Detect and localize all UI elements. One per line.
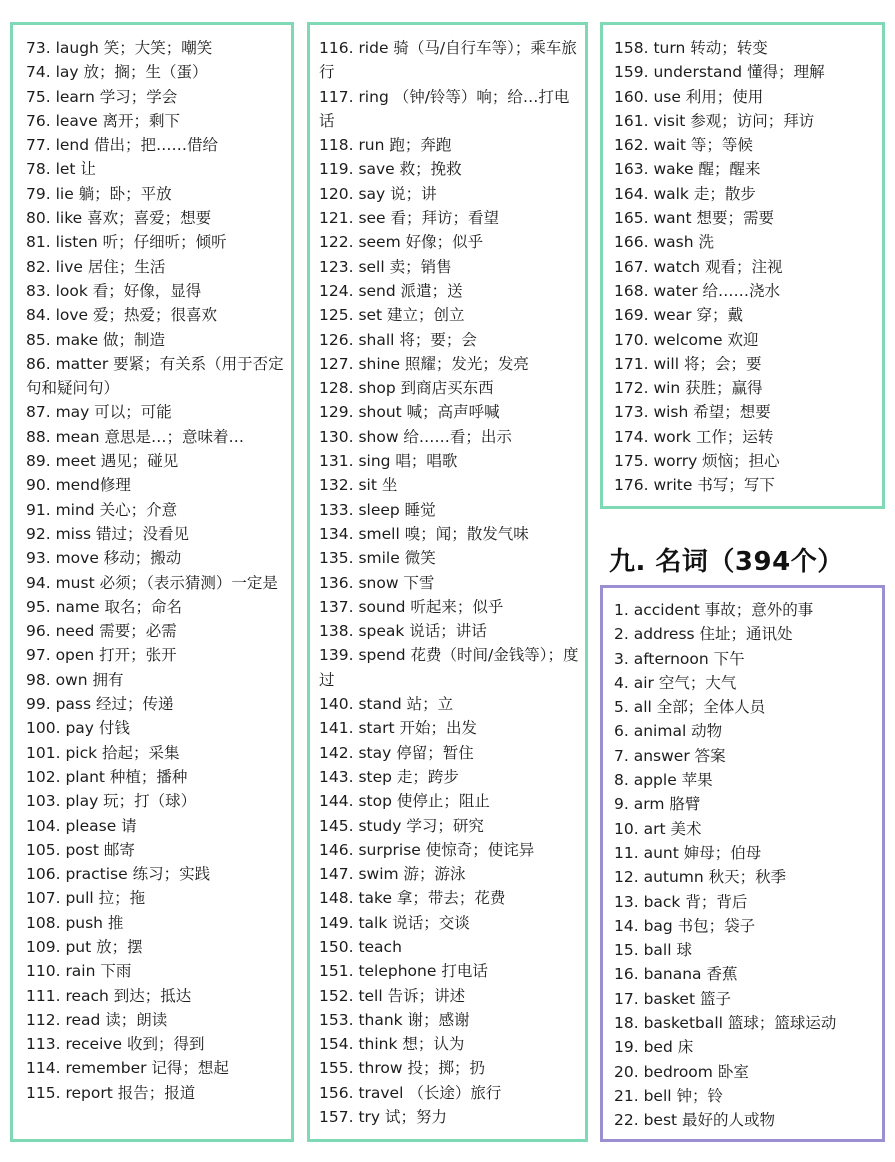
list-item: 126. shall 将；要；会 xyxy=(319,330,477,349)
list-item: 136. snow 下雪 xyxy=(319,573,435,592)
list-item: 107. pull 拉；拖 xyxy=(26,889,146,908)
verb-list-1 xyxy=(26,36,291,1105)
list-item: 140. stand 站；立 xyxy=(319,695,454,714)
list-item: 131. sing 唱；唱歌 xyxy=(319,452,458,471)
list-item: 18. basketball 篮球；篮球运动 xyxy=(614,1014,837,1033)
list-item: 119. save 救；挽救 xyxy=(319,160,462,179)
list-item: 103. play 玩；打（球） xyxy=(26,792,197,811)
verb-list-2 xyxy=(319,36,581,1129)
list-item: 77. lend 借出；把……借给 xyxy=(26,136,219,155)
list-item: 128. shop 到商店买东西 xyxy=(319,379,494,398)
list-item: 89. meet 遇见；碰见 xyxy=(26,452,179,471)
list-item: 1. accident 事故；意外的事 xyxy=(614,601,814,619)
list-item: 125. set 建立；创立 xyxy=(319,306,465,325)
list-item: 151. telephone 打电话 xyxy=(319,962,488,981)
list-item: 105. post 邮寄 xyxy=(26,840,135,859)
list-item: 169. wear 穿；戴 xyxy=(614,306,743,325)
list-item: 124. send 派遣；送 xyxy=(319,281,463,300)
list-item: 86. matter 要紧；有关系（用于否定句和疑问句） xyxy=(26,354,284,398)
list-item: 87. may 可以；可能 xyxy=(26,403,172,422)
list-item: 7. answer 答案 xyxy=(614,746,726,765)
list-item: 150. teach xyxy=(319,937,402,956)
list-item: 90. mend修理 xyxy=(26,476,131,495)
list-item: 101. pick 拾起；采集 xyxy=(26,743,180,762)
list-item: 4. air 空气；大气 xyxy=(614,673,737,692)
list-item: 79. lie 躺；卧；平放 xyxy=(26,184,172,203)
list-item: 115. report 报告；报道 xyxy=(26,1083,196,1102)
list-item: 142. stay 停留；暂住 xyxy=(319,743,474,762)
list-item: 102. plant 种植；播种 xyxy=(26,767,188,786)
list-item: 98. own 拥有 xyxy=(26,670,124,689)
list-item: 73. laugh 笑；大笑；嘲笑 xyxy=(26,39,213,57)
list-item: 21. bell 钟；铃 xyxy=(614,1086,723,1105)
list-item: 3. afternoon 下午 xyxy=(614,649,745,668)
list-item: 149. talk 说话；交谈 xyxy=(319,913,470,932)
list-item: 159. understand 懂得；理解 xyxy=(614,63,825,82)
list-item: 16. banana 香蕉 xyxy=(614,965,738,984)
list-item: 12. autumn 秋天；秋季 xyxy=(614,868,787,887)
list-item: 135. smile 微笑 xyxy=(319,549,436,568)
list-item: 15. ball 球 xyxy=(614,941,692,960)
list-item: 174. work 工作；运转 xyxy=(614,427,774,446)
list-item: 146. surprise 使惊奇；使诧异 xyxy=(319,840,535,859)
list-item: 76. leave 离开；剩下 xyxy=(26,111,181,130)
verb-list-box-3 xyxy=(600,22,885,509)
list-item: 6. animal 动物 xyxy=(614,722,723,741)
list-item: 121. see 看；拜访；看望 xyxy=(319,209,500,228)
list-item: 112. read 读；朗读 xyxy=(26,1010,168,1029)
list-item: 81. listen 听；仔细听；倾听 xyxy=(26,233,227,252)
list-item: 134. smell 嗅；闻；散发气味 xyxy=(319,524,529,543)
list-item: 111. reach 到达；抵达 xyxy=(26,986,192,1005)
list-item: 116. ride 骑（马/自行车等）；乘车旅行 xyxy=(319,39,577,82)
list-item: 19. bed 床 xyxy=(614,1038,694,1057)
list-item: 75. learn 学习；学会 xyxy=(26,87,178,106)
list-item: 129. shout 喊；高声呼喊 xyxy=(319,403,500,422)
list-item: 153. thank 谢；感谢 xyxy=(319,1010,470,1029)
list-item: 78. let 让 xyxy=(26,160,96,179)
list-item: 17. basket 篮子 xyxy=(614,989,731,1008)
list-item: 95. name 取名；命名 xyxy=(26,597,182,616)
list-item: 175. worry 烦恼；担心 xyxy=(614,452,780,471)
list-item: 133. sleep 睡觉 xyxy=(319,500,436,519)
list-item: 106. practise 练习；实践 xyxy=(26,865,211,884)
verb-list-box-2 xyxy=(307,22,588,1142)
list-item: 161. visit 参观；访问；拜访 xyxy=(614,111,815,130)
list-item: 143. step 走；跨步 xyxy=(319,767,459,786)
list-item: 164. walk 走；散步 xyxy=(614,184,756,203)
list-item: 92. miss 错过；没看见 xyxy=(26,524,190,543)
list-item: 120. say 说；讲 xyxy=(319,184,437,203)
list-item: 108. push 推 xyxy=(26,913,124,932)
list-item: 139. spend 花费（时间/金钱等）；度过 xyxy=(319,646,579,689)
list-item: 20. bedroom 卧室 xyxy=(614,1062,749,1081)
list-item: 172. win 获胜；赢得 xyxy=(614,379,763,398)
list-item: 154. think 想；认为 xyxy=(319,1035,465,1054)
list-item: 123. sell 卖；销售 xyxy=(319,257,452,276)
list-item: 109. put 放；摆 xyxy=(26,937,143,956)
verb-list-3 xyxy=(614,36,882,498)
list-item: 141. start 开始；出发 xyxy=(319,719,477,738)
list-item: 138. speak 说话；讲话 xyxy=(319,622,487,641)
list-item: 173. wish 希望；想要 xyxy=(614,403,771,422)
list-item: 88. mean 意思是…；意味着… xyxy=(26,427,244,446)
list-item: 162. wait 等；等候 xyxy=(614,136,753,155)
list-item: 132. sit 坐 xyxy=(319,476,398,495)
list-item: 8. apple 苹果 xyxy=(614,771,713,790)
list-item: 22. best 最好的人或物 xyxy=(614,1111,776,1130)
list-item: 165. want 想要；需要 xyxy=(614,209,774,228)
list-item: 82. live 居住；生活 xyxy=(26,257,166,276)
list-item: 147. swim 游；游泳 xyxy=(319,865,466,884)
verb-list-box-1 xyxy=(10,22,294,1142)
list-item: 74. lay 放；搁；生（蛋） xyxy=(26,63,208,82)
list-item: 100. pay 付钱 xyxy=(26,719,130,738)
list-item: 9. arm 胳臂 xyxy=(614,795,701,814)
list-item: 118. run 跑；奔跑 xyxy=(319,136,452,155)
list-item: 80. like 喜欢；喜爱；想要 xyxy=(26,209,212,228)
list-item: 10. art 美术 xyxy=(614,819,702,838)
list-item: 166. wash 洗 xyxy=(614,233,714,252)
list-item: 160. use 利用；使用 xyxy=(614,87,764,106)
list-item: 84. love 爱；热爱；很喜欢 xyxy=(26,306,218,325)
list-item: 14. bag 书包；袋子 xyxy=(614,916,756,935)
list-item: 5. all 全部；全体人员 xyxy=(614,698,766,717)
list-item: 144. stop 使停止；阻止 xyxy=(319,792,490,811)
list-item: 130. show 给……看；出示 xyxy=(319,427,512,446)
list-item: 170. welcome 欢迎 xyxy=(614,330,759,349)
list-item: 171. will 将；会；要 xyxy=(614,354,762,373)
list-item: 158. turn 转动；转变 xyxy=(614,39,768,57)
list-item: 2. address 住址；通讯处 xyxy=(614,625,793,644)
list-item: 163. wake 醒；醒来 xyxy=(614,160,761,179)
list-item: 167. watch 观看；注视 xyxy=(614,257,783,276)
noun-list xyxy=(614,598,882,1133)
list-item: 83. look 看；好像，显得 xyxy=(26,281,202,300)
list-item: 168. water 给……浇水 xyxy=(614,281,781,300)
list-item: 137. sound 听起来；似乎 xyxy=(319,597,504,616)
list-item: 104. please 请 xyxy=(26,816,137,835)
list-item: 117. ring （钟/铃等）响；给…打电话 xyxy=(319,87,570,130)
list-item: 122. seem 好像；似乎 xyxy=(319,233,484,252)
list-item: 96. need 需要；必需 xyxy=(26,622,177,641)
list-item: 99. pass 经过；传递 xyxy=(26,695,174,714)
list-item: 11. aunt 婶母；伯母 xyxy=(614,843,762,862)
list-item: 155. throw 投；掷；扔 xyxy=(319,1059,485,1078)
list-item: 152. tell 告诉；讲述 xyxy=(319,986,466,1005)
list-item: 127. shine 照耀；发光；发亮 xyxy=(319,354,529,373)
section-heading-nouns: 九. 名词（394个） xyxy=(609,547,844,577)
list-item: 97. open 打开；张开 xyxy=(26,646,177,665)
list-item: 145. study 学习；研究 xyxy=(319,816,484,835)
list-item: 93. move 移动；搬动 xyxy=(26,549,182,568)
noun-list-box xyxy=(600,585,885,1142)
list-item: 110. rain 下雨 xyxy=(26,962,132,981)
list-item: 91. mind 关心；介意 xyxy=(26,500,178,519)
list-item: 156. travel （长途）旅行 xyxy=(319,1083,502,1102)
list-item: 94. must 必须；（表示猜测）一定是 xyxy=(26,573,278,592)
list-item: 148. take 拿；带去；花费 xyxy=(319,889,506,908)
list-item: 13. back 背；背后 xyxy=(614,892,748,911)
list-item: 85. make 做；制造 xyxy=(26,330,166,349)
list-item: 176. write 书写；写下 xyxy=(614,476,775,495)
list-item: 157. try 试；努力 xyxy=(319,1108,447,1127)
list-item: 113. receive 收到；得到 xyxy=(26,1035,205,1054)
list-item: 114. remember 记得；想起 xyxy=(26,1059,229,1078)
